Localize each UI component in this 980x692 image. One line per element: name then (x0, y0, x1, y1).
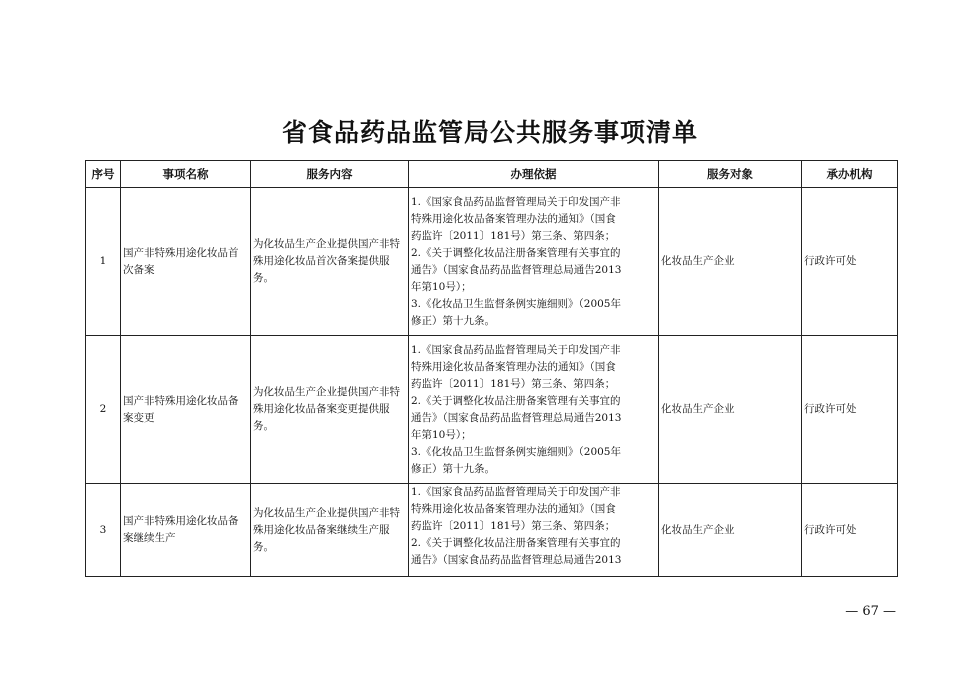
legal-basis (409, 188, 659, 336)
table-row (86, 336, 898, 484)
header-service-content: 服务内容 (251, 161, 409, 188)
header-no: 序号 (86, 161, 121, 188)
basis-line: 2.《关于调整化妆品注册备案管理有关事宜的 (411, 246, 621, 259)
basis-line: 通告》（国家食品药品监督管理总局通告2013 (411, 554, 622, 566)
legal-basis (409, 336, 659, 484)
service-target: 化妆品生产企业 (659, 188, 802, 336)
basis-line: 3.《化妆品卫生监督条例实施细则》（2005年 (411, 297, 621, 310)
basis-line: 年第10号）； (411, 428, 472, 441)
service-content: 为化妆品生产企业提供国产非特殊用途化妆品备案继续生产服务。 (251, 484, 409, 577)
basis-line: 修正）第十九条。 (411, 462, 495, 475)
basis-line: 特殊用途化妆品备案管理办法的通知》（国食 (411, 503, 616, 515)
service-items-table (85, 160, 898, 577)
basis-line: 通告》（国家食品药品监督管理总局通告2013 (411, 263, 622, 276)
basis-line: 药监许〔2011〕181号）第三条、第四条； (411, 520, 616, 532)
basis-line: 2.《关于调整化妆品注册备案管理有关事宜的 (411, 394, 621, 407)
basis-line: 1.《国家食品药品监督管理局关于印发国产非 (411, 486, 621, 498)
basis-line: 修正）第十九条。 (411, 314, 495, 327)
item-name: 国产非特殊用途化妆品备案变更 (121, 336, 251, 484)
header-agency: 承办机构 (802, 161, 898, 188)
header-item-name: 事项名称 (121, 161, 251, 188)
header-legal-basis: 办理依据 (409, 161, 659, 188)
row-number: 3 (86, 484, 121, 577)
basis-line: 通告》（国家食品药品监督管理总局通告2013 (411, 411, 622, 424)
service-content: 为化妆品生产企业提供国产非特殊用途化妆品备案变更提供服务。 (251, 336, 409, 484)
basis-line: 年第10号）； (411, 280, 472, 293)
table-header-row (86, 161, 898, 188)
service-target: 化妆品生产企业 (659, 484, 802, 577)
basis-line: 药监许〔2011〕181号）第三条、第四条； (411, 229, 616, 242)
page-title: 省食品药品监管局公共服务事项清单 (281, 118, 698, 147)
row-number: 2 (86, 336, 121, 484)
agency: 行政许可处 (802, 336, 898, 484)
basis-line: 3.《化妆品卫生监督条例实施细则》（2005年 (411, 445, 621, 458)
agency: 行政许可处 (802, 188, 898, 336)
basis-line: 药监许〔2011〕181号）第三条、第四条； (411, 377, 616, 390)
basis-line: 特殊用途化妆品备案管理办法的通知》（国食 (411, 212, 616, 225)
agency: 行政许可处 (802, 484, 898, 577)
table-row (86, 188, 898, 336)
item-name: 国产非特殊用途化妆品首次备案 (121, 188, 251, 336)
header-service-target: 服务对象 (659, 161, 802, 188)
basis-line: 1.《国家食品药品监督管理局关于印发国产非 (411, 195, 621, 208)
page-number: — 67 — (845, 604, 896, 619)
legal-basis (409, 484, 659, 577)
basis-line: 1.《国家食品药品监督管理局关于印发国产非 (411, 343, 621, 356)
service-content: 为化妆品生产企业提供国产非特殊用途化妆品首次备案提供服务。 (251, 188, 409, 336)
basis-line: 2.《关于调整化妆品注册备案管理有关事宜的 (411, 537, 621, 549)
basis-line: 特殊用途化妆品备案管理办法的通知》（国食 (411, 360, 616, 373)
item-name: 国产非特殊用途化妆品备案继续生产 (121, 484, 251, 577)
table-row (86, 484, 898, 577)
row-number: 1 (86, 188, 121, 336)
service-target: 化妆品生产企业 (659, 336, 802, 484)
